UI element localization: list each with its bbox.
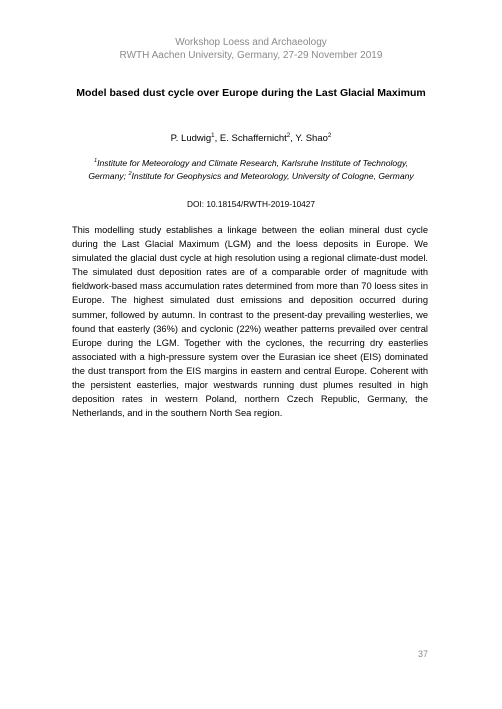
affiliation-mark: 1 (93, 158, 98, 165)
author-name: P. Ludwig (170, 133, 212, 144)
affiliation-mark: 2 (286, 131, 291, 139)
author-name: Y. Shao (295, 133, 328, 144)
page-number: 37 (417, 649, 428, 659)
paper-title: Model based dust cycle over Europe during the Last Glacial Maximum (76, 87, 426, 99)
affiliation-line-1 (70, 157, 432, 170)
running-header-workshop: Workshop Loess and Archaeology (175, 37, 327, 48)
affiliation-mark: 2 (327, 131, 332, 139)
affiliation-mark: 2 (128, 171, 132, 178)
affiliation-text: Germany; (88, 171, 129, 181)
author-separator: , (290, 133, 296, 144)
abstract-paragraph: This modelling study establishes a linkage between the eolian mineral dust cycle during the Last Glacial Maximum (LGM) and the loess deposits in Europe. We simulated the glacial dust cycle at high resolution using a regional climate-dust model. The simulated dust deposition rates are of a comparable order of magnitude with fieldwork-based mass accumulation rates determined from more than 70 loess sites in Europe. The highest simulated dust emissions and deposition occurred during summer, followed by autumn. In contrast to the present-day prevailing westerlies, we found that easterly (36%) and cyclonic (22%) weather patterns prevailed over central Europe during the LGM. Together with the cyclones, the recurring dry easterlies associated with a high-pressure system over the Eurasian ice sheet (EIS) dominated the dust transport from the EIS margins in eastern and central Europe. Coherent with the persistent easterlies, major westwards running dust plumes resulted in high deposition rates in western Poland, northern Czech Republic, Germany, the Netherlands, and in the southern North Sea region. (72, 225, 428, 419)
affiliation-text: Institute for Geophysics and Meteorology, University of Cologne, Germany (131, 171, 414, 181)
affiliation-mark: 1 (211, 131, 215, 139)
affiliations (70, 157, 432, 183)
affiliation-line-2 (70, 170, 432, 183)
affiliation-text: Institute for Meteorology and Climate Research, Karlsruhe Institute of Technology, (97, 158, 409, 168)
author-list (60, 132, 442, 145)
running-header (0, 36, 502, 62)
doi-line: DOI: 10.18154/RWTH-2019-10427 (186, 199, 316, 209)
author-name: E. Schaffernicht (219, 133, 287, 144)
running-header-venue: RWTH Aachen University, Germany, 27-29 November 2019 (119, 50, 383, 61)
author-separator: , (214, 133, 220, 144)
